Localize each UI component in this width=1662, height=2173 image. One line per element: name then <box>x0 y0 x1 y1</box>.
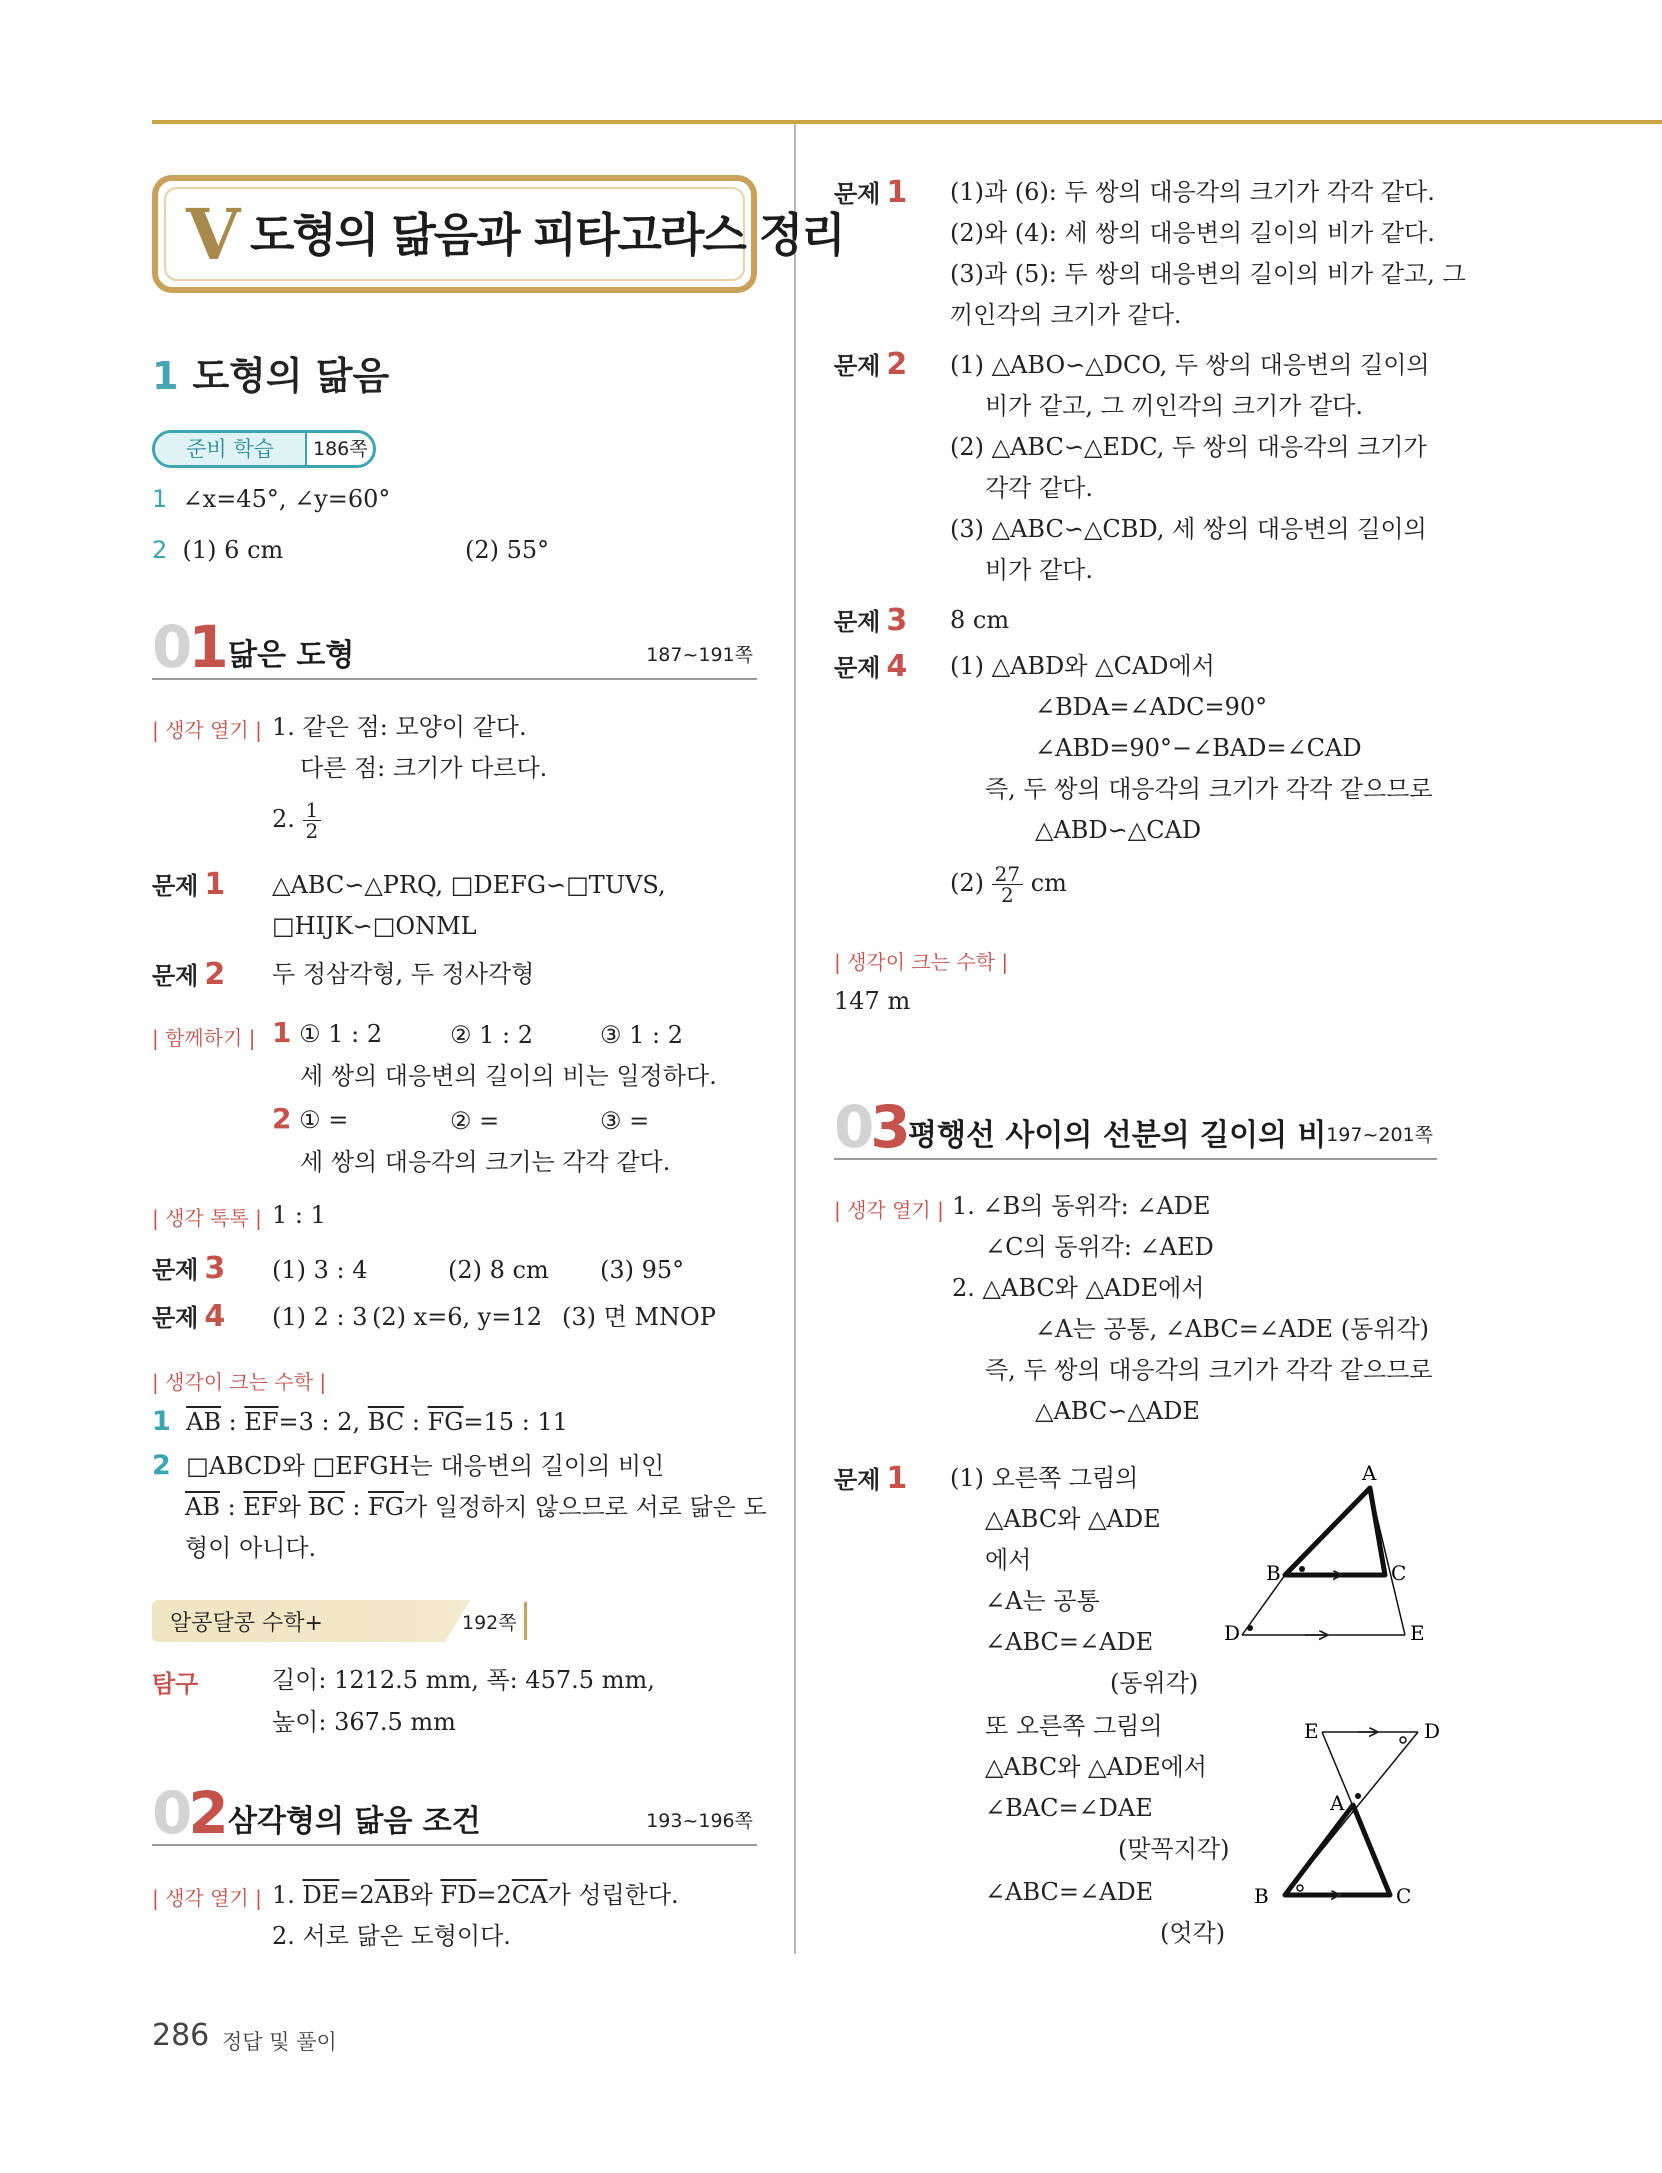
talk-answer: 1 : 1 <box>272 1201 326 1229</box>
segment-bc: $\overline{BC}$ <box>308 1493 345 1521</box>
problem-label: 문제 <box>152 962 199 990</box>
problem-number: 3 <box>886 603 908 638</box>
prep-answer-1-text: ∠x=45°, ∠y=60° <box>182 485 391 513</box>
unit-03-number <box>834 1093 907 1161</box>
segment-ca: $\overline{CA}$ <box>511 1881 548 1909</box>
fraction <box>303 800 322 841</box>
problem-number: 1 <box>886 1461 908 1496</box>
unit-03-num-b: 3 <box>870 1093 907 1161</box>
grow-1-ratio-a: =3 : 2, <box>278 1408 368 1436</box>
problem-2-answer: 두 정삼각형, 두 정사각형 <box>272 960 535 988</box>
prep-page: 186쪽 <box>313 438 368 460</box>
think-1-prefix: 1. <box>272 1881 303 1909</box>
problem-4-a: (1) 2 : 3 <box>272 1303 368 1331</box>
plus-banner-tick <box>524 1602 527 1640</box>
triangle-abc <box>1285 1805 1390 1895</box>
r-problem-4-e: △ABD∽△CAD <box>1035 816 1202 844</box>
explore-label: 탐구 <box>152 1670 199 1698</box>
chapter-number: V <box>186 193 241 276</box>
r-problem-2-d: 각각 같다. <box>985 474 1093 502</box>
problem-1-answer-b: □HIJK∽□ONML <box>272 912 477 940</box>
explore-line-1: 길이: 1212.5 mm, 폭: 457.5 mm, <box>272 1666 655 1694</box>
together-1-note: 세 쌍의 대응변의 길이의 비는 일정하다. <box>300 1062 717 1090</box>
think-2 <box>272 800 321 841</box>
grow-2-line-a: □ABCD와 □EFGH는 대응변의 길이의 비인 <box>186 1452 665 1480</box>
chapter-title-box <box>152 175 844 293</box>
u3-line-6: (동위각) <box>1110 1669 1199 1697</box>
together-1-c: ③ 1 : 2 <box>600 1021 684 1049</box>
explore-line-2: 높이: 367.5 mm <box>272 1708 456 1736</box>
problem-3-a: (1) 3 : 4 <box>272 1256 368 1284</box>
vertex-a: A <box>1330 1791 1345 1815</box>
vertex-e: E <box>1304 1719 1319 1743</box>
unit-03-think-2a: 2. △ABC와 △ADE에서 <box>952 1274 1205 1302</box>
u3-line-10: (맞꼭지각) <box>1118 1835 1230 1863</box>
vertex-a: A <box>1362 1461 1377 1485</box>
together-1 <box>272 1018 382 1049</box>
prep-answer-2-num: 2 <box>152 536 168 564</box>
unit-03-think-2d: △ABC∽△ADE <box>1035 1397 1200 1425</box>
problem-label: 문제 <box>834 1466 881 1494</box>
problem-4-c: (3) 면 MNOP <box>562 1303 716 1331</box>
angle-mark-b <box>1297 1885 1303 1891</box>
problem-number: 1 <box>204 867 226 902</box>
unit-02-num-a: 0 <box>152 1779 189 1847</box>
angle-mark-a <box>1355 1793 1361 1799</box>
r-problem-2-f: 비가 같다. <box>985 556 1093 584</box>
unit-03-header <box>834 1093 1437 1161</box>
vertex-e: E <box>1410 1621 1425 1645</box>
think-1-end: 가 성립한다. <box>547 1881 679 1909</box>
r-problem-2-a: (1) △ABO∽△DCO, 두 쌍의 대응변의 길이의 <box>950 351 1430 379</box>
together-2-b: ② = <box>450 1107 500 1135</box>
problem-number: 2 <box>886 347 908 382</box>
unit-03-num-a: 0 <box>834 1093 871 1161</box>
problem-number: 4 <box>204 1299 226 1334</box>
problem-label: 문제 <box>152 1304 199 1332</box>
section-title: 도형의 닮음 <box>192 354 390 398</box>
r-problem-2-b: 비가 같고, 그 끼인각의 크기가 같다. <box>985 392 1363 420</box>
similar-triangles-figure-1 <box>1220 1460 1460 1660</box>
think-1: 1. 같은 점: 모양이 같다. <box>272 713 527 741</box>
problem-2-label <box>152 956 225 992</box>
r-grow-answer: 147 m <box>834 987 911 1015</box>
unit-01-pages: 187~191쪽 <box>646 644 753 666</box>
grow-2-line-c: 형이 아니다. <box>185 1534 317 1562</box>
problem-3-label <box>152 1250 225 1286</box>
problem-number: 4 <box>886 649 908 684</box>
unit-02-think-1 <box>272 1880 679 1910</box>
segment-ab: $\overline{AB}$ <box>186 1408 222 1436</box>
segment-ab: $\overline{AB}$ <box>185 1493 220 1521</box>
unit-03-think-1b: ∠C의 동위각: ∠AED <box>985 1233 1214 1261</box>
plus-banner <box>152 1600 527 1642</box>
section-number: 1 <box>152 354 179 398</box>
u3-line-3: 에서 <box>985 1546 1032 1574</box>
together-1-a: ① 1 : 2 <box>299 1020 383 1048</box>
r-problem-1-label <box>834 174 907 210</box>
think-tag: | 생각 열기 | <box>152 1886 262 1910</box>
unit-03-think-2b: ∠A는 공통, ∠ABC=∠ADE (동위각) <box>1035 1315 1429 1343</box>
vertex-b: B <box>1254 1884 1269 1908</box>
u3-line-7: 또 오른쪽 그림의 <box>985 1712 1163 1740</box>
r-problem-4-d: 즉, 두 쌍의 대응각의 크기가 각각 같으므로 <box>985 775 1433 803</box>
u3-line-12: (엇각) <box>1160 1919 1226 1947</box>
u3-line-2: △ABC와 △ADE <box>985 1505 1161 1533</box>
think-tag: | 생각 열기 | <box>152 718 262 742</box>
grow-2-sep2: : <box>344 1493 369 1521</box>
column-divider <box>794 124 796 1954</box>
prep-label: 준비 학습 <box>155 433 307 465</box>
top-rule <box>152 120 1662 124</box>
problem-1-answer-a: △ABC∽△PRQ, □DEFG∽□TUVS, <box>272 871 666 899</box>
r-problem-4-f-prefix: (2) <box>950 869 984 897</box>
segment-ab: $\overline{AB}$ <box>374 1881 410 1909</box>
r-problem-2-e: (3) △ABC∽△CBD, 세 쌍의 대응변의 길이의 <box>950 515 1427 543</box>
grow-tag: | 생각이 크는 수학 | <box>152 1370 327 1394</box>
plus-title: 알콩달콩 수학+ <box>170 1611 323 1636</box>
problem-label: 문제 <box>834 654 881 682</box>
segment-fd: $\overline{FD}$ <box>440 1881 477 1909</box>
together-2-note: 세 쌍의 대응각의 크기는 각각 같다. <box>300 1148 671 1176</box>
unit-02-title: 삼각형의 닮음 조건 <box>228 1804 481 1839</box>
unit-02-pages: 193~196쪽 <box>646 1810 753 1832</box>
unit-03-think-1a: 1. ∠B의 동위각: ∠ADE <box>952 1192 1211 1220</box>
problem-label: 문제 <box>152 1256 199 1284</box>
chapter-title: 도형의 닮음과 피타고라스 정리 <box>250 208 844 262</box>
page-number: 286 <box>152 2018 210 2053</box>
u3-line-4: ∠A는 공통 <box>985 1587 1100 1615</box>
r-problem-4-a: (1) △ABD와 △CAD에서 <box>950 652 1215 680</box>
r-problem-1-a: (1)과 (6): 두 쌍의 대응각의 크기가 각각 같다. <box>950 178 1435 206</box>
vertex-d: D <box>1224 1621 1241 1645</box>
u3-line-8: △ABC와 △ADE에서 <box>985 1753 1207 1781</box>
fraction <box>992 864 1023 905</box>
unit-01-number <box>152 613 225 681</box>
r-problem-4-b: ∠BDA=∠ADC=90° <box>1035 693 1268 721</box>
unit-02-header <box>152 1779 757 1847</box>
grow-1-ratio-b: =15 : 11 <box>463 1408 568 1436</box>
prep-answer-1-num: 1 <box>152 485 168 513</box>
fraction-denominator: 2 <box>1001 883 1014 907</box>
page-footer-label: 정답 및 풀이 <box>222 2030 337 2054</box>
grow-1-sep: : <box>221 1408 245 1436</box>
grow-1-num: 1 <box>152 1406 171 1437</box>
r-problem-4-f <box>950 864 1067 905</box>
r-problem-2-c: (2) △ABC∽△EDC, 두 쌍의 대응각의 크기가 <box>950 433 1427 461</box>
prep-badge <box>152 430 376 468</box>
together-2-a: ① = <box>299 1106 349 1134</box>
problem-number: 3 <box>204 1251 226 1286</box>
unit-02-num-b: 2 <box>188 1779 225 1847</box>
problem-number: 1 <box>886 175 908 210</box>
problem-label: 문제 <box>834 608 881 636</box>
grow-2 <box>152 1451 664 1481</box>
r-problem-1-c: (3)과 (5): 두 쌍의 대응변의 길이의 비가 같고, 그 <box>950 260 1466 288</box>
grow-1 <box>152 1407 568 1437</box>
grow-tag: | 생각이 크는 수학 | <box>834 950 1009 974</box>
problem-3-b: (2) 8 cm <box>448 1256 549 1284</box>
triangle-abc <box>1285 1488 1385 1575</box>
think-1-conj: 와 <box>409 1881 441 1909</box>
grow-2-conj: 와 <box>277 1493 309 1521</box>
fraction-denominator: 2 <box>305 819 319 843</box>
problem-number: 2 <box>204 957 226 992</box>
think-1-eq: =2 <box>339 1881 375 1909</box>
prep-answer-2-part1: (1) 6 cm <box>182 536 284 564</box>
think-2-label: 2. <box>272 805 295 833</box>
unit-02-think-2: 2. 서로 닮은 도형이다. <box>272 1922 511 1950</box>
prep-answer-1 <box>152 484 390 514</box>
segment-bc: $\overline{BC}$ <box>367 1408 405 1436</box>
think-1-eq2: =2 <box>476 1881 512 1909</box>
together-1-num: 1 <box>272 1016 292 1049</box>
u3-line-11: ∠ABC=∠ADE <box>985 1878 1154 1906</box>
vertex-c: C <box>1396 1884 1412 1908</box>
segment-fg: $\overline{FG}$ <box>427 1408 464 1436</box>
unit-01-num-b: 1 <box>188 613 225 681</box>
unit-01-header <box>152 613 757 681</box>
problem-label: 문제 <box>834 352 881 380</box>
grow-2-num: 2 <box>152 1450 171 1481</box>
grow-2-line-b <box>185 1492 767 1522</box>
u3-line-9: ∠BAC=∠DAE <box>985 1794 1153 1822</box>
fraction-numerator: 1 <box>303 800 322 821</box>
u3-line-1: (1) 오른쪽 그림의 <box>950 1464 1139 1492</box>
r-problem-2-label <box>834 346 907 382</box>
unit-03-think-2c: 즉, 두 쌍의 대응각의 크기가 각각 같으므로 <box>985 1356 1433 1384</box>
together-2-num: 2 <box>272 1102 292 1135</box>
unit-01-num-a: 0 <box>152 613 189 681</box>
problem-4-b: (2) x=6, y=12 <box>372 1303 543 1331</box>
together-1-b: ② 1 : 2 <box>450 1021 534 1049</box>
together-2-c: ③ = <box>600 1107 650 1135</box>
r-problem-3-answer: 8 cm <box>950 606 1010 634</box>
segment-ef: $\overline{EF}$ <box>243 1493 278 1521</box>
together-tag: | 함께하기 | <box>152 1026 256 1050</box>
plus-page: 192쪽 <box>462 1612 517 1634</box>
think-tag: | 생각 열기 | <box>834 1198 944 1222</box>
unit-03-pages: 197~201쪽 <box>1326 1124 1433 1146</box>
talk-tag: | 생각 톡톡 | <box>152 1206 262 1230</box>
r-problem-4-f-unit: cm <box>1030 869 1067 897</box>
grow-1-sep2: : <box>404 1408 428 1436</box>
r-problem-4-label <box>834 648 907 684</box>
together-2 <box>272 1104 348 1135</box>
r-problem-3-label <box>834 602 907 638</box>
vertex-b: B <box>1266 1561 1281 1585</box>
angle-mark-d <box>1400 1737 1406 1743</box>
vertex-c: C <box>1391 1561 1407 1585</box>
unit-03-title: 평행선 사이의 선분의 길이의 비 <box>908 1118 1327 1153</box>
unit-01-title: 닮은 도형 <box>228 638 355 673</box>
u3-problem-1-label <box>834 1460 907 1496</box>
similar-triangles-figure-2 <box>1240 1700 1460 1920</box>
problem-4-label <box>152 1298 225 1334</box>
r-problem-4-c: ∠ABD=90°−∠BAD=∠CAD <box>1035 734 1362 762</box>
angle-mark-b <box>1299 1566 1305 1572</box>
problem-1-label <box>152 866 225 902</box>
grow-2-sep: : <box>219 1493 244 1521</box>
r-problem-1-b: (2)와 (4): 세 쌍의 대응변의 길이의 비가 같다. <box>950 219 1435 247</box>
u3-line-5: ∠ABC=∠ADE <box>985 1628 1154 1656</box>
problem-label: 문제 <box>152 872 199 900</box>
r-problem-1-d: 끼인각의 크기가 같다. <box>950 301 1182 329</box>
prep-answer-2 <box>152 535 283 565</box>
prep-answer-2-part2: (2) 55° <box>465 536 550 564</box>
angle-mark-d <box>1247 1625 1253 1631</box>
think-1b: 다른 점: 크기가 다르다. <box>300 754 548 782</box>
segment-ef: $\overline{EF}$ <box>244 1408 279 1436</box>
segment-de: $\overline{DE}$ <box>302 1881 340 1909</box>
problem-3-c: (3) 95° <box>600 1256 685 1284</box>
vertex-d: D <box>1424 1719 1441 1743</box>
grow-2-rest: 가 일정하지 않으므로 서로 닮은 도 <box>403 1493 767 1521</box>
fraction-numerator: 27 <box>992 864 1023 885</box>
problem-label: 문제 <box>834 180 881 208</box>
section-heading <box>152 345 389 400</box>
segment-fg: $\overline{FG}$ <box>368 1493 404 1521</box>
unit-02-number <box>152 1779 225 1847</box>
